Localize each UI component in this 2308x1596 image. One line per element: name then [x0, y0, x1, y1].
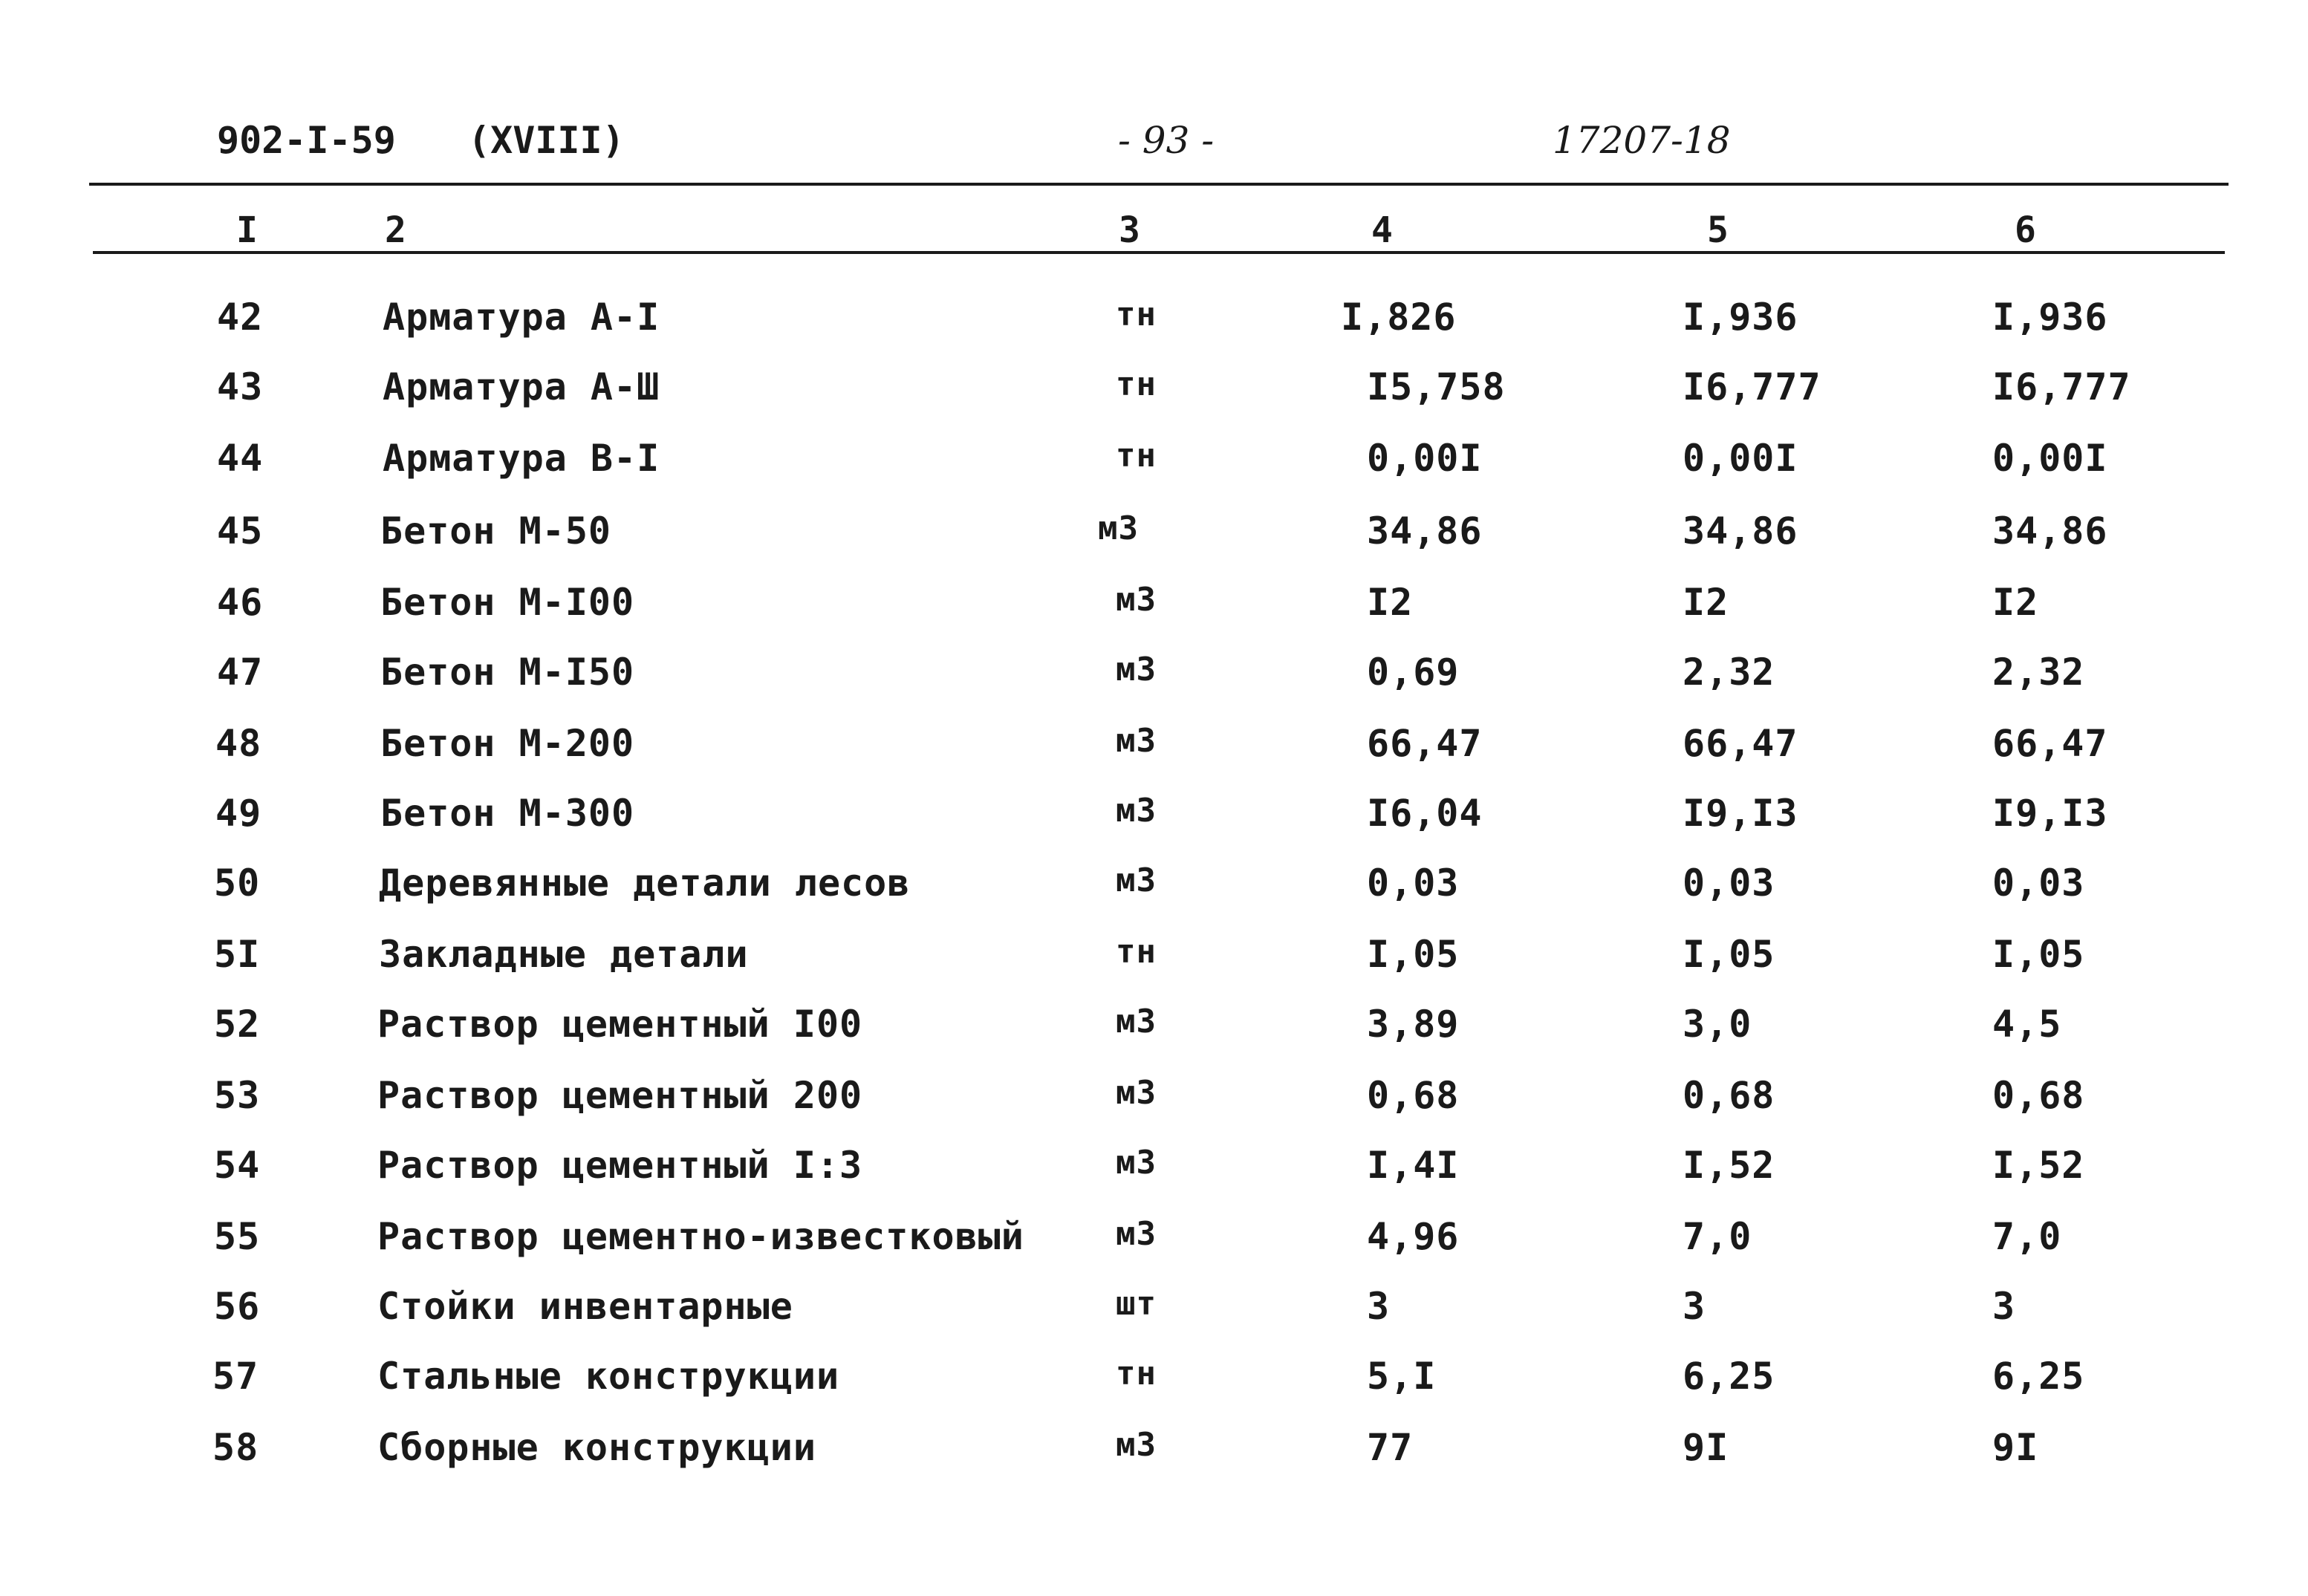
value-col-5: 9I: [1683, 1426, 1729, 1469]
table-row: [0, 651, 2308, 720]
document-code: 902-I-59: [217, 119, 396, 162]
value-col-6: 0,03: [1992, 861, 2085, 905]
unit: тн: [1116, 933, 1157, 971]
unit: м3: [1098, 509, 1139, 547]
value-col-4: 0,69: [1367, 651, 1460, 694]
row-number: 49: [215, 792, 262, 835]
material-name: Бетон М-50: [380, 509, 612, 553]
value-col-5: 3,0: [1683, 1003, 1752, 1046]
value-col-5: 0,68: [1683, 1074, 1775, 1117]
value-col-5: I2: [1683, 581, 1729, 624]
table-row: [0, 1215, 2308, 1285]
value-col-6: 4,5: [1992, 1003, 2062, 1046]
row-number: 47: [217, 651, 264, 694]
table-row: [0, 1355, 2308, 1424]
value-col-6: 3: [1992, 1285, 2016, 1328]
value-col-5: I,936: [1683, 296, 1798, 339]
column-header-2: 2: [385, 209, 406, 251]
row-number: 48: [215, 722, 262, 765]
row-number: 56: [214, 1285, 261, 1328]
unit: м3: [1116, 1074, 1157, 1112]
value-col-6: 7,0: [1992, 1215, 2062, 1258]
value-col-5: 66,47: [1683, 722, 1798, 765]
value-col-4: 0,68: [1367, 1074, 1460, 1117]
column-header-3: 3: [1119, 209, 1140, 251]
value-col-5: 34,86: [1683, 509, 1798, 553]
value-col-4: I6,04: [1367, 792, 1483, 835]
material-name: Бетон М-I50: [380, 651, 635, 694]
unit: м3: [1116, 1426, 1157, 1464]
header-rule-top: [89, 183, 2229, 186]
row-number: 46: [217, 581, 264, 624]
unit: м3: [1116, 861, 1157, 899]
material-name: Бетон М-300: [380, 792, 635, 835]
unit: тн: [1116, 365, 1157, 403]
unit: тн: [1116, 296, 1157, 333]
header-rule-bottom: [93, 251, 2225, 254]
row-number: 42: [217, 296, 264, 339]
value-col-4: 66,47: [1367, 722, 1483, 765]
table-row: [0, 581, 2308, 651]
value-col-4: I2: [1367, 581, 1414, 624]
value-col-6: 34,86: [1992, 509, 2108, 553]
value-col-4: I5,758: [1367, 365, 1506, 408]
value-col-6: 2,32: [1992, 651, 2085, 694]
value-col-5: I,52: [1683, 1144, 1775, 1187]
unit: м3: [1116, 722, 1157, 760]
material-name: Арматура А-Ш: [383, 365, 660, 408]
value-col-5: 3: [1683, 1285, 1706, 1328]
row-number: 45: [217, 509, 264, 553]
unit: тн: [1116, 1355, 1157, 1393]
table-row: [0, 509, 2308, 579]
page-number: - 93 -: [1118, 119, 1215, 162]
table-row: [0, 722, 2308, 792]
table-row: [0, 365, 2308, 435]
table-row: [0, 1144, 2308, 1214]
unit: м3: [1116, 1003, 1157, 1040]
material-name: Раствор цементно-известковый: [377, 1215, 1024, 1258]
value-col-6: I,936: [1992, 296, 2108, 339]
value-col-5: 2,32: [1683, 651, 1775, 694]
table-row: [0, 1285, 2308, 1355]
value-col-6: I2: [1992, 581, 2039, 624]
value-col-4: I,05: [1367, 933, 1460, 976]
row-number: 54: [214, 1144, 261, 1187]
value-col-4: 3,89: [1367, 1003, 1460, 1046]
value-col-4: 3: [1367, 1285, 1391, 1328]
material-name: Деревянные детали лесов: [379, 861, 911, 905]
value-col-4: 0,03: [1367, 861, 1460, 905]
column-header-6: 6: [2015, 209, 2036, 251]
value-col-4: 77: [1367, 1426, 1414, 1469]
value-col-6: I6,777: [1992, 365, 2131, 408]
material-name: Бетон М-I00: [380, 581, 635, 624]
doc-number: 17207-18: [1553, 119, 1731, 162]
value-col-6: I,52: [1992, 1144, 2085, 1187]
value-col-4: 4,96: [1367, 1215, 1460, 1258]
material-name: Закладные детали: [379, 933, 749, 976]
row-number: 57: [212, 1355, 259, 1398]
row-number: 52: [214, 1003, 261, 1046]
unit: м3: [1116, 581, 1157, 619]
column-header-5: 5: [1707, 209, 1729, 251]
unit: м3: [1116, 792, 1157, 830]
value-col-5: I6,777: [1683, 365, 1821, 408]
value-col-6: 0,00I: [1992, 437, 2108, 480]
unit: м3: [1116, 1215, 1157, 1253]
table-row: [0, 296, 2308, 365]
material-name: Раствор цементный I:3: [377, 1144, 863, 1187]
value-col-4: 34,86: [1367, 509, 1483, 553]
unit: шт: [1116, 1285, 1157, 1323]
column-header-4: 4: [1371, 209, 1393, 251]
row-number: 55: [214, 1215, 261, 1258]
row-number: 5I: [214, 933, 261, 976]
table-row: [0, 1074, 2308, 1144]
value-col-5: 0,00I: [1683, 437, 1798, 480]
value-col-4: 5,I: [1367, 1355, 1437, 1398]
material-name: Раствор цементный I00: [377, 1003, 863, 1046]
value-col-4: I,826: [1341, 296, 1457, 339]
row-number: 43: [217, 365, 264, 408]
table-row: [0, 437, 2308, 507]
unit: тн: [1116, 437, 1157, 475]
unit: м3: [1116, 651, 1157, 688]
value-col-5: 6,25: [1683, 1355, 1775, 1398]
material-name: Стойки инвентарные: [377, 1285, 793, 1328]
value-col-6: 6,25: [1992, 1355, 2085, 1398]
value-col-4: 0,00I: [1367, 437, 1483, 480]
material-name: Арматура В-I: [383, 437, 660, 480]
value-col-5: I,05: [1683, 933, 1775, 976]
value-col-6: I,05: [1992, 933, 2085, 976]
material-name: Стальные конструкции: [377, 1355, 840, 1398]
value-col-5: 0,03: [1683, 861, 1775, 905]
value-col-5: 7,0: [1683, 1215, 1752, 1258]
value-col-6: 9I: [1992, 1426, 2039, 1469]
material-name: Арматура А-I: [383, 296, 660, 339]
value-col-5: I9,I3: [1683, 792, 1798, 835]
material-name: Раствор цементный 200: [377, 1074, 863, 1117]
value-col-6: I9,I3: [1992, 792, 2108, 835]
row-number: 53: [214, 1074, 261, 1117]
row-number: 44: [217, 437, 264, 480]
material-name: Сборные конструкции: [377, 1426, 816, 1469]
value-col-6: 66,47: [1992, 722, 2108, 765]
section-number: (XVIII): [468, 119, 625, 162]
row-number: 58: [212, 1426, 259, 1469]
column-header-1: I: [236, 209, 258, 251]
table-row: [0, 1003, 2308, 1072]
table-row: [0, 792, 2308, 861]
value-col-6: 0,68: [1992, 1074, 2085, 1117]
table-row: [0, 861, 2308, 931]
material-name: Бетон М-200: [380, 722, 635, 765]
unit: м3: [1116, 1144, 1157, 1182]
table-row: [0, 1426, 2308, 1496]
table-row: [0, 933, 2308, 1003]
row-number: 50: [214, 861, 261, 905]
value-col-4: I,4I: [1367, 1144, 1460, 1187]
